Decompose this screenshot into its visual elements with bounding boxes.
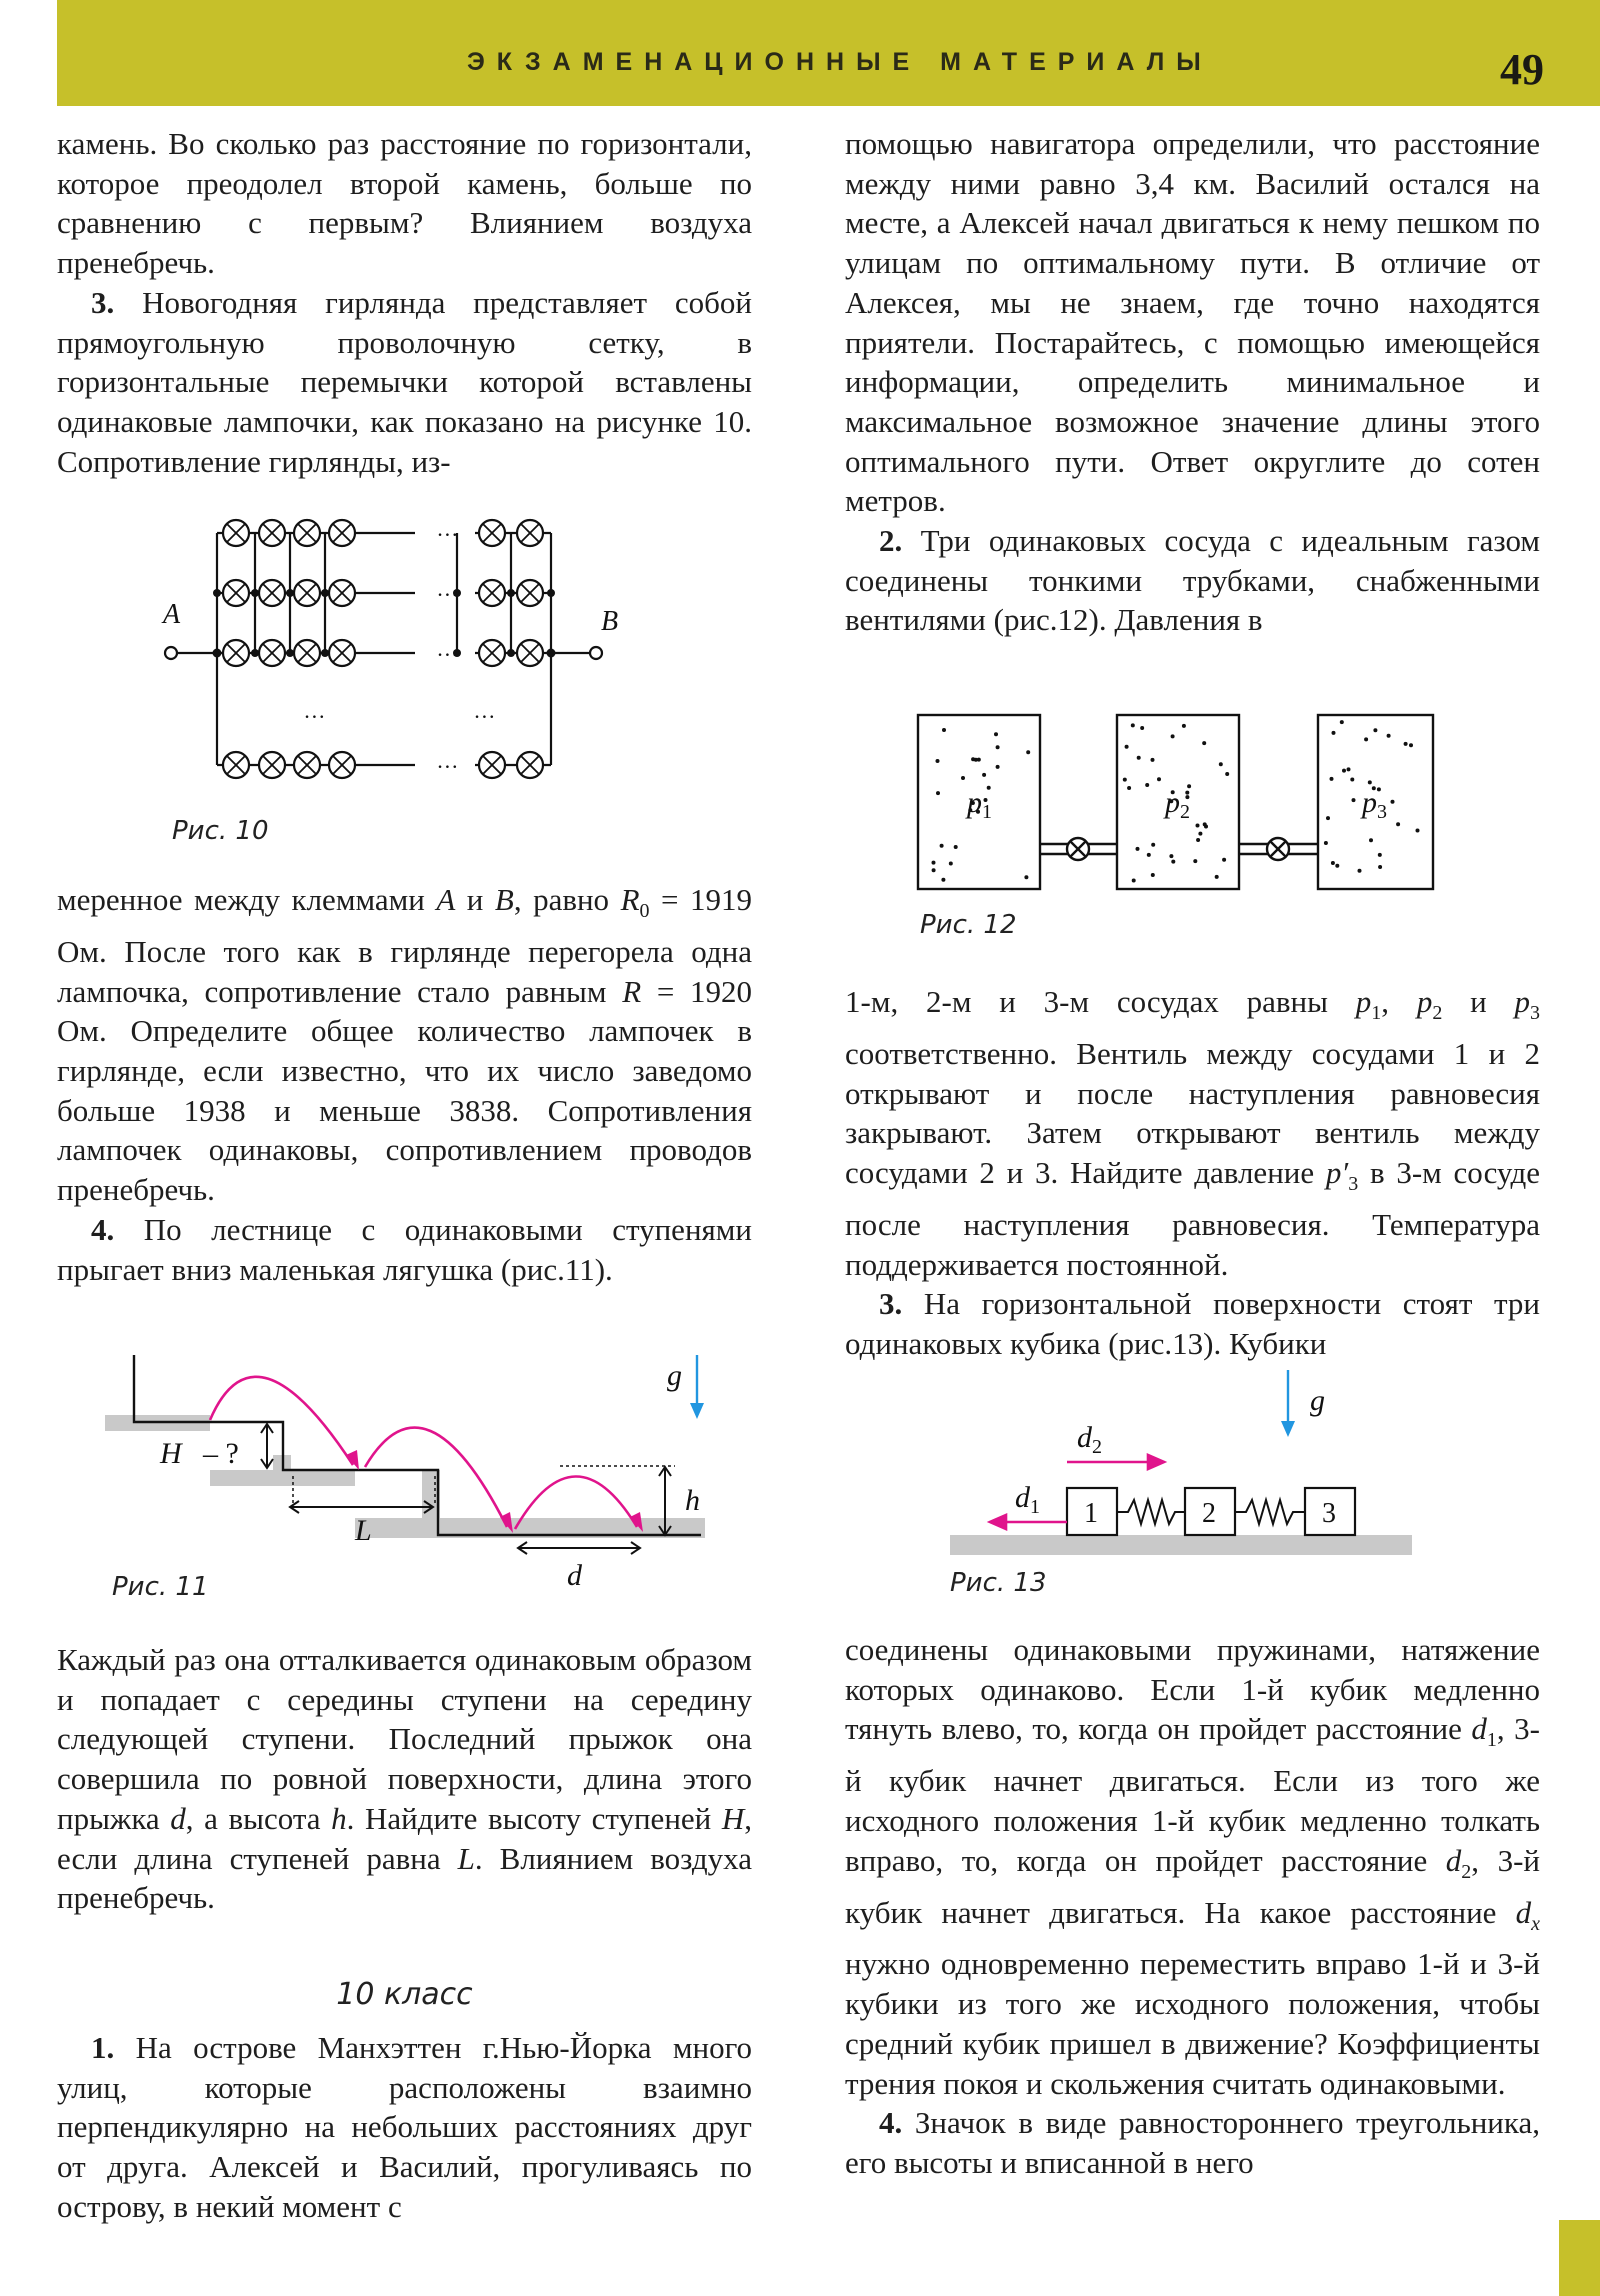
stair-shading — [105, 1415, 705, 1538]
left-text-block-4 — [57, 2028, 752, 2227]
gas-particle — [1123, 778, 1127, 782]
problem-text: По лестнице с одинаковыми ступенями прыгает вниз маленькая лягушка (рис.11). — [57, 1211, 753, 1287]
gas-particle — [1185, 795, 1189, 799]
problem-number: 3. — [91, 284, 115, 320]
section-heading: 10 класс — [336, 1977, 473, 2012]
problem-1 — [57, 2028, 752, 2227]
gas-particle — [1352, 798, 1356, 802]
problem-text: Значок в виде равностороннего треугольника, его высоты и вписанной в него — [845, 2105, 1541, 2180]
gas-particle — [1340, 720, 1344, 724]
gas-particle — [961, 776, 965, 780]
gas-particle — [1416, 829, 1420, 833]
gas-particle — [1326, 816, 1330, 820]
header-bar — [57, 0, 1600, 106]
gas-particle — [1151, 758, 1155, 762]
gas-particle — [1140, 726, 1144, 730]
gas-particle — [1215, 875, 1219, 879]
gas-particle — [1196, 824, 1200, 828]
problem-text: Новогодняя гирлянда представляет собой прямоугольную проволочную сетку, в горизонтальные перемычки которой вставлены одинаковые лампочки, как показано на рисунке 10. Сопротивление гирлянды, из- — [57, 284, 753, 479]
label-H-question: – ? — [203, 1437, 239, 1470]
terminal-b — [590, 647, 602, 659]
svg-text:…: … — [305, 698, 325, 723]
gas-particle — [1368, 780, 1372, 784]
gas-particle — [1193, 859, 1197, 863]
label-H: H — [160, 1437, 182, 1470]
gas-particle — [932, 868, 936, 872]
gas-particle — [1182, 724, 1186, 728]
text-continuation: камень. Во сколько раз расстояние по горизонтали, которое преодолел второй камень, больше по сравнению с первым? Влиянием воздуха пренебречь. — [57, 126, 752, 281]
problem-2-continuation: 1-м, 2-м и 3-м сосудах равны $p_1$, $p_2$ и $p_3$ соответственно. Вентиль между сосудами 1 и 2 открывают и после наступления равновесия закрывают. Затем открывают вентиль между сосудами 2 и 3. Найдите давление $p'_3$ в 3-м сосуде после наступления равновесия. Температура поддерживается постоянной. — [845, 984, 1541, 1282]
problem-3 — [845, 1284, 1540, 1363]
gas-particle — [1335, 864, 1339, 868]
gas-particle — [1391, 800, 1395, 804]
gas-particle — [936, 759, 940, 763]
figure-12-vessels — [915, 712, 1435, 897]
problem-text: На горизонтальной поверхности стоят три одинаковых кубика (рис.13). Кубики — [845, 1286, 1540, 1361]
problem-1-continuation: помощью навигатора определили, что расстояние между ними равно 3,4 км. Василий остался на месте, а Алексей начал двигаться к нему пешком по улицам по оптимальному пути. В отличие от Алексея, мы не знаем, где точно находятся приятели. Постарайтесь, с помощью имеющейся информации, определить минимальное и максимальное возможное значение длины этого оптимального пути. Ответ округлите до сотен метров. — [845, 126, 1540, 519]
gas-particle — [1222, 858, 1226, 862]
gas-particle — [1202, 741, 1206, 745]
figure-13-caption: Рис. 13 — [950, 1568, 1047, 1598]
gas-particle — [1378, 853, 1382, 857]
problem-number: 3. — [879, 1286, 903, 1322]
gas-particle — [1127, 786, 1131, 790]
right-text-block-1 — [845, 124, 1540, 640]
lamp-rows — [217, 520, 551, 778]
gas-particle — [1342, 769, 1346, 773]
figure-12-caption: Рис. 12 — [920, 910, 1017, 940]
gas-particle — [1387, 734, 1391, 738]
gas-particle — [982, 773, 986, 777]
gas-particle — [1147, 853, 1151, 857]
gas-particle — [1145, 783, 1149, 787]
label-h: h — [685, 1484, 700, 1517]
gas-particle — [1350, 778, 1354, 782]
corner-accent — [1559, 2220, 1600, 2296]
gas-particle — [1198, 832, 1202, 836]
label-d2: $d_2$ — [1077, 1421, 1102, 1458]
gas-particle — [1330, 777, 1334, 781]
gas-particle — [1157, 777, 1161, 781]
gas-particle — [974, 758, 978, 762]
gas-particle — [1378, 865, 1382, 869]
gas-particle — [949, 862, 953, 866]
left-text-block-2 — [57, 880, 752, 1289]
page-number: 49 — [1500, 45, 1544, 94]
problem-number: 4. — [879, 2105, 903, 2141]
cube-2-number: 2 — [1202, 1498, 1216, 1529]
figure-11-stairs — [105, 1355, 725, 1595]
problem-text: Три одинаковых сосуда с идеальным газом соединены тонкими трубками, снабженными вентилями (рис.12). Давления в — [845, 523, 1541, 638]
label-L: L — [355, 1514, 372, 1547]
svg-text:…: … — [438, 576, 458, 601]
label-p1: $p_1$ — [967, 786, 992, 823]
gas-particle — [1404, 742, 1408, 746]
label-d: d — [567, 1559, 582, 1592]
gas-particle — [1132, 879, 1136, 883]
gas-particle — [1377, 787, 1381, 791]
label-p2: $p_2$ — [1165, 786, 1190, 823]
gas-particle — [1409, 743, 1413, 747]
problem-number: 1. — [91, 2030, 115, 2065]
figure-13-cubes — [950, 1370, 1420, 1560]
gas-particle — [1225, 772, 1229, 776]
gas-particle — [1131, 723, 1135, 727]
figure-10-caption: Рис. 10 — [172, 816, 269, 846]
gas-particle — [1026, 750, 1030, 754]
svg-text:…: … — [438, 516, 458, 541]
left-text-block-1 — [57, 124, 752, 481]
running-title: ЭКЗАМЕНАЦИОННЫЕ МАТЕРИАЛЫ — [467, 48, 1213, 76]
gas-particle — [1125, 745, 1129, 749]
problem-number: 4. — [91, 1211, 115, 1247]
gas-particle — [1151, 873, 1155, 877]
gas-particle — [1024, 875, 1028, 879]
svg-text:…: … — [438, 636, 458, 661]
figure-10-circuit — [155, 500, 625, 800]
cube-3-number: 3 — [1322, 1498, 1336, 1529]
gas-particle — [1169, 854, 1173, 858]
gas-particle — [994, 732, 998, 736]
gas-particle — [1331, 861, 1335, 865]
floor — [950, 1535, 1412, 1555]
gas-particle — [1185, 791, 1189, 795]
problem-number: 2. — [879, 523, 903, 559]
gas-particle — [1187, 784, 1191, 788]
figure-11-caption: Рис. 11 — [112, 1572, 209, 1602]
gas-particle — [1373, 728, 1377, 732]
gas-particle — [1347, 767, 1351, 771]
right-text-block-2 — [845, 982, 1540, 1364]
gas-particle — [1203, 822, 1207, 826]
gas-particle — [954, 845, 958, 849]
gas-particle — [1396, 822, 1400, 826]
gas-particle — [1324, 841, 1328, 845]
gas-particle — [996, 765, 1000, 769]
gas-particle — [987, 786, 991, 790]
label-d1: $d_1$ — [1015, 1481, 1040, 1518]
problem-4 — [845, 2103, 1540, 2182]
gas-particle — [1171, 734, 1175, 738]
terminal-a — [165, 647, 177, 659]
problem-text: На острове Манхэттен г.Нью-Йорка много улиц, которые расположены взаимно перпендикулярно на небольших расстояниях друг от друга. Алексей и Василий, прогуливаясь по острову, в некий момент с — [57, 2030, 753, 2224]
gas-particle — [1196, 838, 1200, 842]
gas-particle — [936, 791, 940, 795]
problem-3 — [57, 283, 752, 482]
gas-particle — [1219, 762, 1223, 766]
problem-3-continuation: соединены одинаковыми пружинами, натяжение которых одинаково. Если 1-й кубик медленно тянуть влево, то, когда он пройдет расстояние $d_1$, 3-й кубик начнет двигаться. Если из того же исходного положения 1-й кубик медленно толкать вправо, то, когда он пройдет расстояние $d_2$, 3-й кубик начнет двигаться. На какое расстояние $d_x$ нужно одновременно переместить вправо 1-й и 3-й кубики из того же исходного положения, чтобы средний кубик пришел в движение? Коэффициенты трения покоя и скольжения считать одинаковыми. — [845, 1632, 1540, 2101]
problem-4-continuation: Каждый раз она отталкивается одинаковым образом и попадает с середины ступени на середину следующей ступени. Последний прыжок она совершила по ровной поверхности, длина этого прыжка d, а высота h. Найдите высоту ступеней H, если длина ступеней равна L. Влиянием воздуха пренебречь. — [57, 1642, 753, 1916]
gas-particle — [1136, 847, 1140, 851]
gas-particle — [1151, 843, 1155, 847]
gas-particle — [940, 844, 944, 848]
problem-2 — [845, 521, 1540, 640]
label-b: B — [601, 606, 619, 637]
problem-4 — [57, 1210, 752, 1289]
left-text-block-3 — [57, 1640, 752, 1918]
right-text-block-3 — [845, 1630, 1540, 2183]
gas-particle — [996, 745, 1000, 749]
gas-particle — [1332, 731, 1336, 735]
problem-3-continuation: меренное между клеммами A и B, равно $R_0 = 1919$ Ом. После того как в гирлянде перегорела одна лампочка, сопротивление стало равным R = 1920 Ом. Определите общее количество лампочек в гирлянде, если известно, что их число заведомо больше 1938 и меньше 3838. Сопротивления лампочек одинаковы, сопротивлением проводов пренебречь. — [57, 882, 753, 1208]
label-g: g — [667, 1359, 682, 1392]
gas-particle — [942, 728, 946, 732]
gas-particle — [1364, 737, 1368, 741]
gas-particle — [1171, 860, 1175, 864]
svg-text:…: … — [475, 698, 495, 723]
gas-particle — [1137, 756, 1141, 760]
gas-particle — [1358, 869, 1362, 873]
gas-particle — [941, 878, 945, 882]
label-p3: $p_3$ — [1362, 786, 1387, 823]
cube-1-number: 1 — [1084, 1498, 1098, 1529]
gas-particle — [932, 861, 936, 865]
label-g: g — [1310, 1384, 1325, 1417]
gas-particle — [1369, 838, 1373, 842]
svg-text:…: … — [438, 748, 458, 773]
label-a: A — [163, 599, 181, 630]
